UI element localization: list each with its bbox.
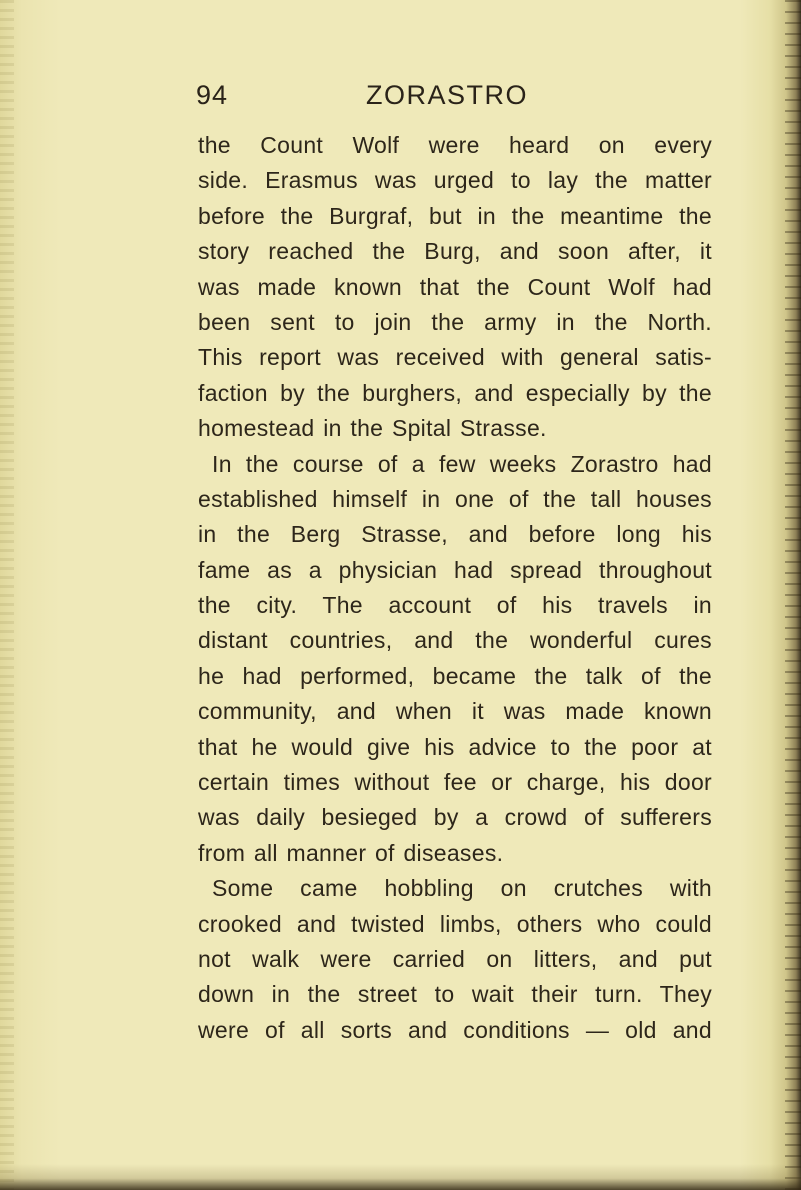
text-line: This report was received with general satis- — [198, 344, 712, 371]
paragraph-start-line: In the course of a few weeks Zorastro had — [212, 450, 712, 477]
text-line: that he would give his advice to the poor at — [198, 733, 712, 760]
running-head — [196, 80, 529, 120]
text-line: certain times without fee or charge, his door — [198, 769, 712, 796]
text-line: community, and when it was made known — [198, 698, 712, 725]
running-title: ZORASTRO — [366, 80, 529, 110]
text-line: not walk were carried on litters, and put — [198, 945, 712, 972]
paragraph-start-line: Some came hobbling on crutches with — [212, 875, 712, 902]
text-line: in the Berg Strasse, and before long his — [198, 521, 712, 548]
text-line: was daily besieged by a crowd of sufferers — [198, 804, 712, 831]
text-line: before the Burgraf, but in the meantime the — [198, 202, 712, 229]
text-line: faction by the burghers, and especially by the — [198, 379, 712, 406]
page-bottom-shadow — [0, 1164, 801, 1190]
text-line: the Count Wolf were heard on every — [198, 132, 712, 158]
text-line: were of all sorts and conditions — old and — [198, 1016, 712, 1043]
text-line: distant countries, and the wonderful cures — [198, 627, 712, 654]
text-line: fame as a physician had spread throughout — [198, 556, 712, 583]
text-line: he had performed, became the talk of the — [198, 662, 712, 689]
text-line: homestead in the Spital Strasse. — [198, 415, 547, 442]
text-line: story reached the Burg, and soon after, it — [198, 238, 712, 265]
page-right-edge — [785, 0, 801, 1190]
text-line: was made known that the Count Wolf had — [198, 273, 712, 300]
body-text — [198, 128, 712, 1048]
page-left-edge — [0, 0, 14, 1190]
text-line: side. Erasmus was urged to lay the matter — [198, 167, 712, 194]
text-line: established himself in one of the tall houses — [198, 485, 712, 512]
text-line: been sent to join the army in the North. — [198, 308, 712, 335]
text-line: from all manner of diseases. — [198, 839, 504, 866]
text-line: crooked and twisted limbs, others who could — [198, 910, 712, 937]
text-line: down in the street to wait their turn. They — [198, 981, 712, 1008]
page-number: 94 — [196, 80, 229, 110]
text-line: the city. The account of his travels in — [198, 592, 712, 619]
